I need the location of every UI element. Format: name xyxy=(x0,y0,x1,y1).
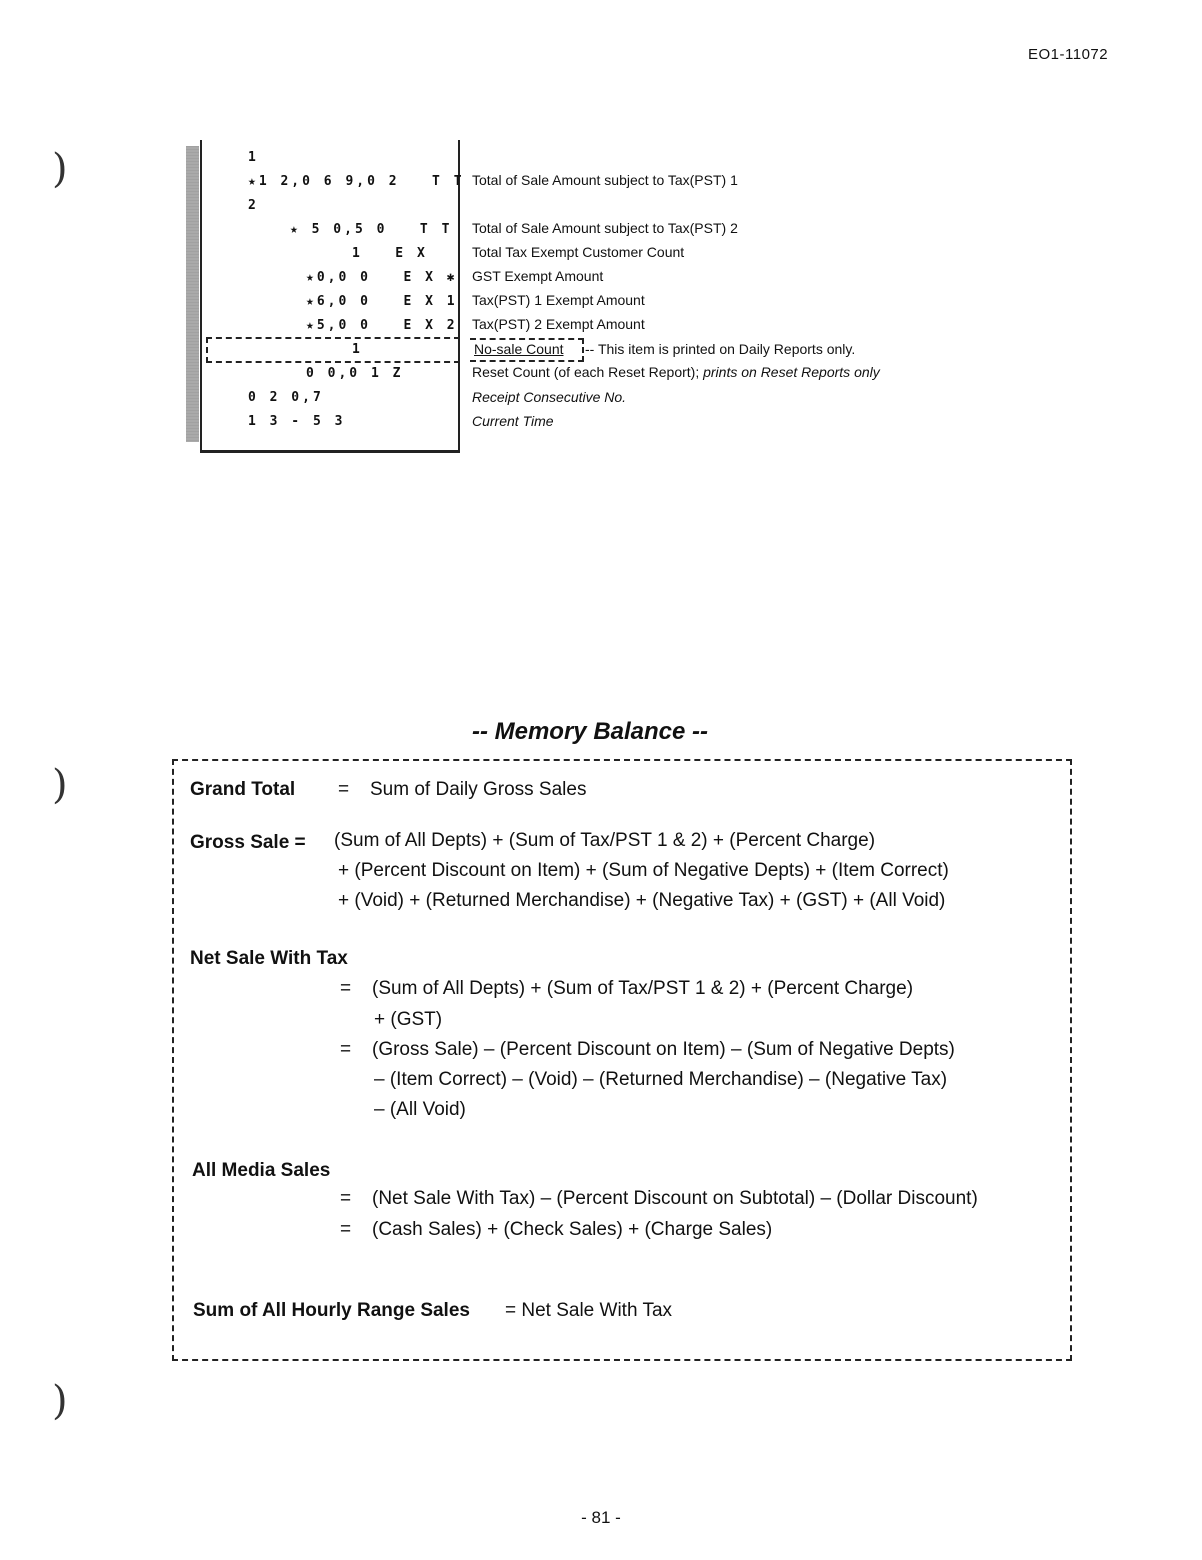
gross-sale-formula-line: (Sum of All Depts) + (Sum of Tax/PST 1 & 2) + (Percent Charge) xyxy=(334,830,876,851)
memory-balance-title: -- Memory Balance -- xyxy=(471,718,709,745)
receipt-line: ★ 5 0,5 0 T T xyxy=(290,222,453,237)
receipt-description: GST Exempt Amount xyxy=(472,268,604,284)
binding-mark: ) xyxy=(52,146,68,192)
receipt-description: Tax(PST) 1 Exempt Amount xyxy=(472,292,645,308)
receipt-line: 0 0,0 1 Z xyxy=(306,366,404,381)
receipt-line: 1 3 - 5 3 xyxy=(248,414,346,429)
receipt-description: Current Time xyxy=(472,413,554,429)
all-media-sales-label: All Media Sales xyxy=(192,1160,331,1181)
receipt-tear-edge xyxy=(186,146,199,442)
equals-sign: = xyxy=(338,779,350,800)
net-sale-formula-line: – (Item Correct) – (Void) – (Returned Merchandise) – (Negative Tax) xyxy=(374,1069,948,1090)
net-sale-formula-line: (Sum of All Depts) + (Sum of Tax/PST 1 & 2) + (Percent Charge) xyxy=(372,978,914,999)
equals-sign: = xyxy=(340,1188,352,1209)
grand-total-label: Grand Total xyxy=(190,779,296,800)
receipt-line: 1 E X xyxy=(352,246,428,261)
equals-sign: = xyxy=(340,1219,352,1240)
receipt-line: 1 xyxy=(352,342,363,357)
receipt-line: ★5,0 0 E X 2 xyxy=(306,318,458,333)
all-media-formula-line: (Net Sale With Tax) – (Percent Discount on Subtotal) – (Dollar Discount) xyxy=(372,1188,978,1209)
reset-count-note: prints on Reset Reports only xyxy=(703,364,880,380)
hourly-sales-formula: = Net Sale With Tax xyxy=(505,1300,673,1321)
receipt-description: Total of Sale Amount subject to Tax(PST) 2 xyxy=(472,220,738,236)
gross-sale-formula-line: + (Void) + (Returned Merchandise) + (Negative Tax) + (GST) + (All Void) xyxy=(338,890,946,911)
document-id: EO1-11072 xyxy=(1028,46,1109,63)
net-sale-label: Net Sale With Tax xyxy=(190,948,348,969)
receipt-description: Tax(PST) 2 Exempt Amount xyxy=(472,316,645,332)
reset-count-text: Reset Count (of each Reset Report); xyxy=(472,364,704,380)
gross-sale-formula-line: + (Percent Discount on Item) + (Sum of Negative Depts) + (Item Correct) xyxy=(338,860,949,881)
receipt-description: Receipt Consecutive No. xyxy=(472,389,627,405)
binding-mark: ) xyxy=(52,762,68,808)
receipt-printout xyxy=(200,140,465,453)
net-sale-formula-line: (Gross Sale) – (Percent Discount on Item) – (Sum of Negative Depts) xyxy=(372,1039,955,1060)
binding-mark: ) xyxy=(52,1378,68,1424)
no-sale-highlight-box xyxy=(206,337,460,363)
net-sale-formula-line: – (All Void) xyxy=(374,1099,466,1120)
equals-sign: = xyxy=(340,978,352,999)
equals-sign: = xyxy=(340,1039,352,1060)
page-number: - 81 - xyxy=(581,1508,621,1527)
net-sale-formula-line: + (GST) xyxy=(374,1009,443,1030)
receipt-line: 1 xyxy=(248,150,259,165)
receipt-line: ★6,0 0 E X 1 xyxy=(306,294,458,309)
receipt-line: ★0,0 0 E X ✱ xyxy=(306,270,458,285)
receipt-line: ★1 2,0 6 9,0 2 T T xyxy=(248,174,465,189)
gross-sale-label: Gross Sale = xyxy=(190,832,306,853)
no-sale-count-label: No-sale Count xyxy=(474,341,564,357)
no-sale-note: -- This item is printed on Daily Reports only. xyxy=(585,341,856,357)
hourly-sales-label: Sum of All Hourly Range Sales xyxy=(193,1300,470,1321)
receipt-description xyxy=(472,364,880,380)
receipt-line: 0 2 0,7 xyxy=(248,390,324,405)
receipt-line: 2 xyxy=(248,198,259,213)
all-media-formula-line: (Cash Sales) + (Check Sales) + (Charge Sales) xyxy=(372,1219,773,1240)
receipt-description: Total Tax Exempt Customer Count xyxy=(472,244,685,260)
receipt-description: Total of Sale Amount subject to Tax(PST) 1 xyxy=(472,172,738,188)
grand-total-formula: Sum of Daily Gross Sales xyxy=(370,779,587,800)
